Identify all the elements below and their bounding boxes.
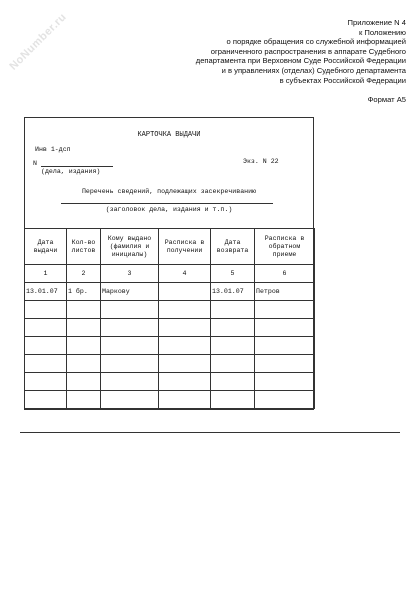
appendix-line: и в управлениях (отделах) Судебного департамента [221, 65, 406, 75]
inventory-value: Инв 1-дсп [35, 146, 71, 153]
header-sheet-count: Кол-во листов [67, 229, 101, 265]
list-caption: (заголовок дела, издания и т.п.) [105, 206, 233, 213]
inventory-caption: (дела, издания) [41, 168, 101, 175]
table-cell: Маркову [101, 283, 159, 301]
table-row [25, 319, 315, 337]
table-cell [67, 355, 101, 373]
column-number: 4 [159, 265, 211, 283]
table-cell [211, 301, 255, 319]
table-cell [101, 301, 159, 319]
table-row [25, 301, 315, 319]
column-number: 1 [25, 265, 67, 283]
column-number: 2 [67, 265, 101, 283]
header-return-date: Дата возврата [211, 229, 255, 265]
table-cell [159, 355, 211, 373]
table-cell [159, 337, 211, 355]
appendix-line: в субъектах Российской Федерации [279, 75, 406, 85]
copy-number: Экз. N 22 [243, 158, 279, 165]
header-issued-to: Кому выдано (фамилия и инициалы) [101, 229, 159, 265]
bottom-rule [20, 432, 400, 433]
table-cell [211, 319, 255, 337]
table-cell [101, 391, 159, 409]
table-cell [25, 319, 67, 337]
inventory-underline [41, 166, 113, 167]
column-number-row [25, 265, 315, 283]
list-title: Перечень сведений, подлежащих засекречиванию [81, 188, 257, 195]
issue-card [24, 117, 314, 410]
table-row [25, 373, 315, 391]
list-underline [61, 203, 273, 204]
table-cell [101, 373, 159, 391]
table-cell [159, 319, 211, 337]
table-cell [25, 301, 67, 319]
table-cell [101, 319, 159, 337]
appendix-line: о порядке обращения со служебной информацией [226, 37, 406, 47]
table-cell: 1 бр. [67, 283, 101, 301]
card-title: КАРТОЧКА ВЫДАЧИ [137, 131, 201, 139]
table-row [25, 337, 315, 355]
table-cell [211, 337, 255, 355]
table-cell [101, 337, 159, 355]
table-cell: 13.01.07 [25, 283, 67, 301]
table-cell [67, 337, 101, 355]
column-number: 6 [255, 265, 315, 283]
table-header-row [25, 229, 315, 265]
format-label: Формат А5 [367, 95, 406, 104]
header-return-signature: Расписка в обратном приеме [255, 229, 315, 265]
table-cell [211, 355, 255, 373]
table-cell [211, 391, 255, 409]
appendix-line: департамента при Верховном Суде Российской Федерации [195, 56, 406, 66]
table-cell [255, 319, 315, 337]
table-cell [67, 301, 101, 319]
table-cell [25, 391, 67, 409]
table-cell [101, 355, 159, 373]
table-cell [25, 355, 67, 373]
table-cell [159, 283, 211, 301]
column-number: 3 [101, 265, 159, 283]
header-issue-date: Дата выдачи [25, 229, 67, 265]
table-cell: 13.01.07 [211, 283, 255, 301]
table-row [25, 391, 315, 409]
table-cell [159, 301, 211, 319]
table-cell [25, 373, 67, 391]
table-cell [255, 301, 315, 319]
table-cell [255, 355, 315, 373]
table-cell: Петров [255, 283, 315, 301]
appendix-line: Приложение N 4 [347, 18, 406, 27]
header-receipt-signature: Расписка в получении [159, 229, 211, 265]
table-row [25, 355, 315, 373]
watermark-text: NoNumber.ru [7, 11, 69, 73]
appendix-line: ограниченного распространения в аппарате Судебного [210, 46, 406, 56]
table-cell [67, 391, 101, 409]
inventory-number-label: N [33, 160, 37, 167]
table-cell [255, 337, 315, 355]
table-cell [255, 391, 315, 409]
column-number: 5 [211, 265, 255, 283]
table-cell [67, 373, 101, 391]
table-cell [25, 337, 67, 355]
table-cell [67, 319, 101, 337]
table-cell [211, 373, 255, 391]
table-cell [159, 373, 211, 391]
table-cell [159, 391, 211, 409]
issue-table [24, 228, 315, 409]
appendix-line: к Положению [358, 27, 406, 37]
table-cell [255, 373, 315, 391]
appendix-header [166, 18, 406, 85]
table-row [25, 283, 315, 301]
